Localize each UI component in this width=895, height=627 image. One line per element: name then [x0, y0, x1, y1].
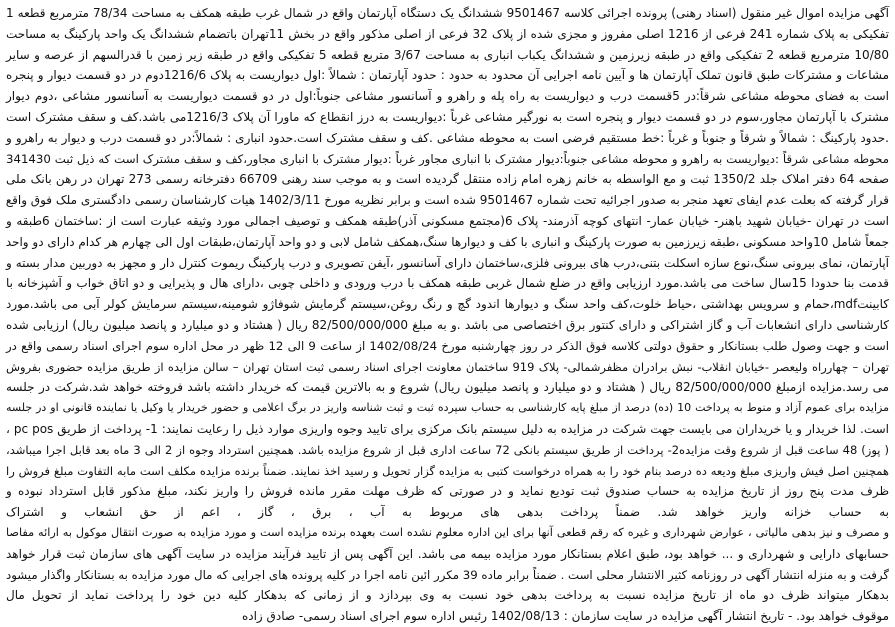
notice-line: آگهی مزایده اموال غیر منقول (اسناد رهنی) پرونده اجرائی کلاسه 9501467 ششدانگ یک دستگاه آپارتمان واقع در شمال غرب طبقه همکف به مساحت 78/34 مترمربع قطعه 1	[6, 6, 889, 20]
notice-line: به حساب خزانه واریز خواهد شد. ضمناً پرداخت بدهی های مربوط به آب ، برق ، گاز ، اعم از حق انشعاب و اشتراک	[6, 505, 889, 520]
notice-line: صفحه 64 دفتر املاک جلد 1350/2 ثبت و مع الواسطه به خانم زهره امام زاده منتقل گردیده است و به موجب سند رهنی 66709 دفترخانه رسمی 273 تهران در رهن بانک ملی	[6, 172, 890, 187]
notice-line: و مصرف و نیز بدهی مالیاتی ، عوارض شهرداری و غیره که رقم قطعی آنها برای این اداره معلوم نشده است بعهده برنده مزایده است و مورد مزایده به صورت انتقال موکول به ارائه مفاصا	[6, 525, 889, 539]
notice-line: 10/80 مترمربع قطعه 2 تفکیکی واقع در طبقه زیرزمین و ششدانگ یکباب انباری به مساحت 3/67 متربع قطعه 5 تفکیکی واقع در طبقه زیر زمین با قدرالسهم از عرصه و سایر	[6, 47, 890, 62]
notice-line: .حدود پارکینگ : شمالاً و شرقاً و جنوباً و غرباً :خط مستقیم فرضی است به محوطه مشاعی .کف و سقف مشترک است.حدود انباری : شمالاً:در دو قسمت درب و دیوار به راهرو و	[6, 130, 889, 145]
notice-line: آپارتمان، نمای بیرونی سنگ،نوع سازه اسکلت بتنی،درب های بیرونی فلزی،ساختمان دارای آسانسور ،آیفن تصویری و درب پارکینگ ریموت کنترل دار و مجهز به دوربین مدار بسته و	[6, 255, 889, 270]
notice-line: کابینتmdf،حمام و سرویس بهداشتی ،حیاط خلوت،کف واحد سنگ و دیوارها اندود گچ و رنگ روغن،سیستم گرمایش شوفاژو شومینه،سیستم سرمایش کولر آبی می باشد.مورد	[6, 297, 889, 312]
notice-line: قرار گرفته که بعلت عدم ایفای تعهد منجر به صدور اجرائیه تحت شماره 9501467 شده است و برابر نظریه مورخ 1402/3/11 هیات کارشناسان رسمی دادگستری ملک فوق واقع	[5, 193, 889, 208]
notice-line: مزایده برای عموم آزاد و منوط به پرداخت 10 (ده) درصد از مبلغ پایه کارشناسی به حساب سپرده ثبت و ثبت شناسه واریز در برگ اعلامی و حضور خریدار یا وکیل یا نماینده قانونی او در جلسه	[6, 401, 889, 415]
notice-line: است در تهران -خیابان شهید باهنر- خیابان عمار- انتهای کوچه آذرمند- پلاک 6(مجتمع مسکونی آذر)طبقه همکف و توصیف اجمالی مورد وثیقه عبارت است از :ساختمان 6طبقه و	[6, 213, 889, 228]
notice-line: ( پوز) 48 ساعت قبل از شروع وقت مزایده2- پرداخت از طریق سیستم بانکی 72 ساعت اداری قبل از شروع مزایده باشد. همچنین استرداد وجوه از 2 الی 3 ماه بعد قابل اجرا میباشد،	[6, 442, 889, 457]
notice-line: ظرف مدت پنج روز از تاریخ مزایده به حساب صندوق ثبت تودیع نماید و در صورتی که ظرف مهلت مقرر مانده فروش را واریز نکند، مبلغ مذکور قابل استرداد نبوده و	[6, 484, 889, 499]
notice-line: حسابهای دارایی و شهرداری و ... خواهد بود، طبق اعلام بستانکار مورد مزایده بیمه می باشد. این آگهی پس از تایید فرآیند مزایده در سایت آگهی های سازمان ثبت قرار خواهد	[6, 546, 889, 561]
notice-line: است به فضای محوطه مشاعی شرقاً:در 5قسمت درب و دیواریست به راه پله و راهرو و آسانسور مشاعی جنوباً:اول در دو قسمت دیواریست به آسانسور مشاعی ،دوم دیوار	[6, 89, 889, 104]
notice-line: کارشناسی دارای انشعابات آب و گاز اشتراکی و دارای کنتور برق اختصاصی می باشد .و به مبلغ 82/500/000/000 ریال ( هشتاد و دو میلیارد و پانصد میلیون ریال) ارزیابی شده	[6, 317, 889, 332]
notice-line: قدمت بنا حدودا 15سال ساخت می باشد.مورد ارزیابی واقع در ضلع شمال غربی طبقه همکف با درب ورودی و داخلی چوبی ،دارای هال و پذیرایی و دو اتاق خواب و آشپزخانه با	[6, 276, 889, 291]
notice-line: موقوف خواهد بود. - تاریخ انتشار آگهی مزایده در سایت سازمان : 1402/08/13 رئیس اداره سوم اجرای اسناد رسمی- صادق زاده	[241, 609, 889, 624]
notice-line: محوطه مشاعی شرقاً :دیواریست به راهرو و محوطه مشاعی جنوباً:دیوار مشترک با انباری مجاور غرباً :دیوار مشترک با انباری مجاور،کف و سقف مشترک است که ذیل ثبت 341430	[6, 151, 889, 166]
notice-line: گرفت و به منزله انتشار آگهی در روزنامه کثیر الانتشار محلی است . ضمناً برابر ماده 39 مکرر ائین نامه اجرا در کلیه پرونده های اجرایی که مال مورد مزایده به بستانکار واگذار میشود	[6, 567, 889, 582]
notice-line: تهران – چهارراه ولیعصر -خیابان انقلاب- نبش برادران مظفرشمالی- پلاک 919 ساختمان معاونت اجرای اسناد رسمی ثبت استان تهران – سالن مزایده از طریق مزایده حضوری بفروش	[6, 359, 889, 374]
notice-line: بدهکار میتواند ظرف دو ماه از تاریخ مزایده نسبت به پرداخت بدهی خود نسبت به وی بپردازد و از زمانی که بدهکار کلیه دین خود را پرداخت نماید از تحویل مال	[6, 588, 889, 603]
notice-line: می رسد.مزایده ازمبلغ 82/500/000/000 ریال ( هشتاد و دو میلیارد و پانصد میلیون ریال) شروع و به بالاترین قیمت که خریدار داشته باشد فروخته خواهد شد.شرکت در جلسه	[6, 380, 889, 395]
notice-line: تفکیکی به پلاک شماره 241 فرعی از 1216 اصلی مفروز و مجزی شده از پلاک 32 فرعی از اصلی مذکور واقع در بخش 11تهران باتضمام ششدانگ یک واحد پارکینگ به مساحت	[6, 26, 890, 41]
notice-line: است. لذا خریدار و یا خریداران می بایست جهت شرکت در مزایده به دلیل سیستم بانک مرکزی برای تایید وجوه واریزی موارد ذیل را رعایت نمایند: 1- پرداخت از طریق pc pos ،	[6, 421, 890, 436]
notice-line: مشاعات و مشترکات طبق قانون تملک آپارتمان ها و آیین نامه اجرایی آن محدود به حدود : حدود آپارتمان : شمالاً :اول دیواریست به پلاک 1216/6دوم در دو قسمت دیوار و پنجره	[6, 68, 889, 83]
notice-line: است و جهت وصول طلب بستانکار و حقوق دولتی کلاسه فوق الذکر در روز چهارشنبه مورخ 1402/08/24 از ساعت 9 الی 12 ظهر در محل اداره سوم اجرای اسناد رسمی واقع در	[6, 338, 889, 353]
notice-line: همچنین اصل فیش واریزی مبلغ ودیعه ده درصد بنام خود را به همراه درخواست کتبی به مزایده گزار تحویل و رسید اخذ نمایند. ضمناً برنده مزایده مکلف است مابه التفاوت مبلغ فروش را	[6, 463, 889, 478]
notice-line: جمعاً شامل 10واحد مسکونی ،طبقه زیرزمین به صورت پارکینگ و انباری با کف و دیوارها سنگ،همکف شامل لابی و دو واحد آپارتمان،طبقات اول الی چهارم هر کدام دارای دو واحد	[5, 234, 889, 249]
notice-line: مشترک با آپارتمان مجاور،سوم در دو قسمت دیوار و پنجره است به نورگیر مشاعی غرباً :دیواریست به درز انقطاع که ماورا آن پلاک 1216/3می باشد.کف و سقف مشترک است	[6, 109, 889, 124]
